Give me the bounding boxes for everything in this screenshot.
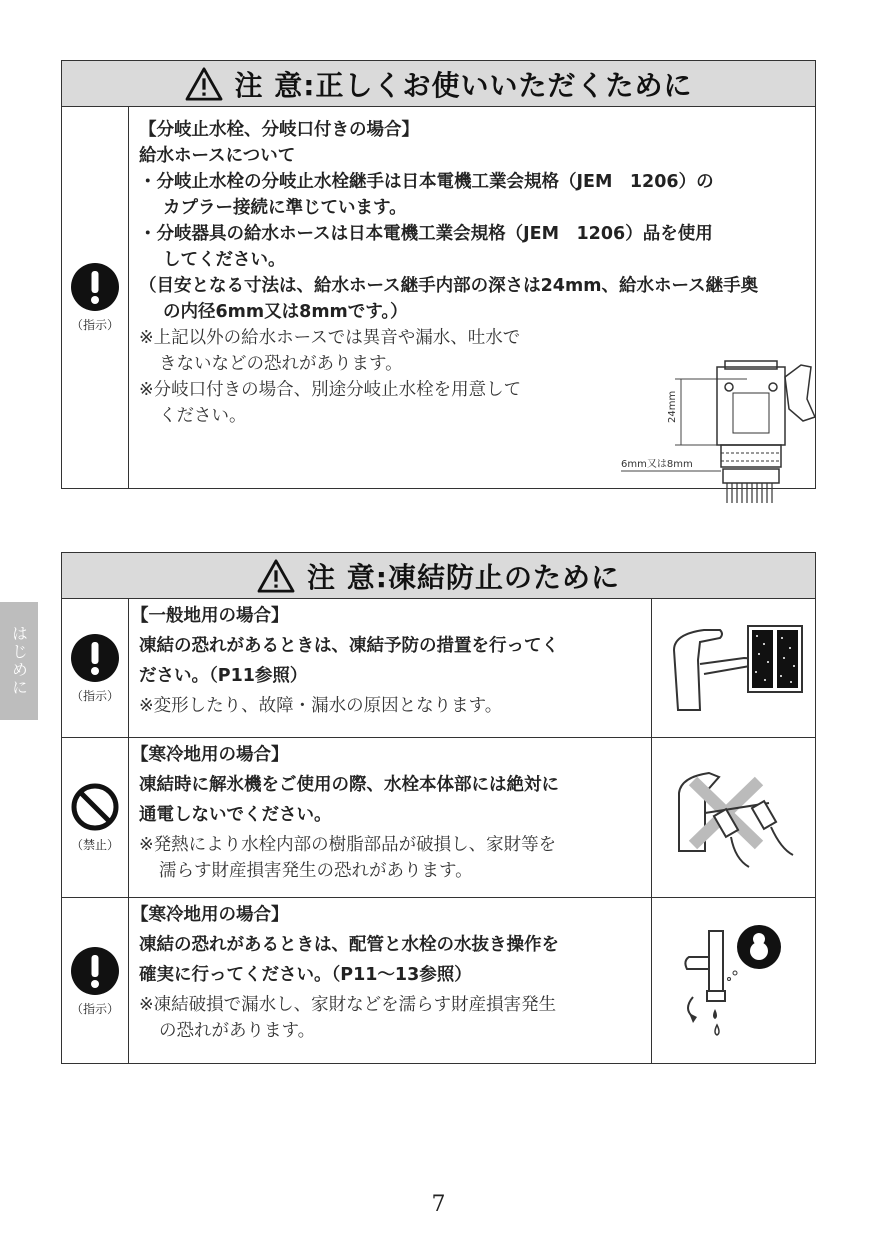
drain-illustration-cell: [651, 898, 815, 1064]
instruction-exclamation-icon: [70, 633, 120, 683]
bullet-1-line-1: ・分岐止水栓の分岐止水栓継手は日本電機工業会規格（JEM 1206）の: [139, 172, 714, 192]
freeze-row-cold-region-drain: [62, 898, 815, 1064]
dimension-note-line-2: の内径6mm又は8mmです。）: [163, 302, 408, 322]
note-2-line-1: ※分岐口付きの場合、別途分岐止水栓を用意して: [139, 380, 522, 400]
depth-dimension-label: 24mm: [667, 390, 678, 423]
hose-coupler-diagram: [617, 357, 817, 517]
bullet-2-line-1: ・分岐器具の給水ホースは日本電機工業会規格（JEM 1206）品を使用: [139, 224, 713, 244]
freeze-row-cold-region-thaw: [62, 738, 815, 898]
caution-box-title: 注 意:凍結防止のために: [307, 560, 620, 594]
row-instruction-line-1: 凍結の恐れがあるときは、配管と水栓の水抜き操作を: [139, 935, 559, 955]
instruction-exclamation-icon: [70, 262, 120, 312]
faucet-frozen-window-illustration: [664, 620, 804, 716]
diameter-dimension-label: 6mm又は8mm: [621, 459, 693, 470]
icon-caption: （指示）: [70, 1001, 119, 1016]
caution-box-header: [62, 553, 815, 599]
page-number: 7: [431, 1192, 446, 1217]
dimension-note-line-1: （目安となる寸法は、給水ホース継手内部の深さは24mm、給水ホース継手奥: [139, 276, 759, 296]
row-note-line-2: 濡らす財産損害発生の恐れがあります。: [159, 861, 473, 881]
instruction-icon-cell: [62, 898, 129, 1064]
row-instruction-line-2: 確実に行ってください。（P11～13参照）: [139, 965, 472, 985]
row-note-line-2: の恐れがあります。: [159, 1021, 316, 1041]
thaw-machine-illustration-cell: [651, 738, 815, 897]
freeze-row-general: [62, 599, 815, 738]
prohibition-icon-cell: [62, 738, 129, 897]
note-1-line-1: ※上記以外の給水ホースでは異音や漏水、吐水で: [139, 328, 521, 348]
icon-caption: （指示）: [70, 318, 119, 332]
section-side-tab: はじめに: [0, 602, 38, 720]
faucet-thawing-prohibited-illustration: [669, 763, 799, 873]
icon-caption: （禁止）: [70, 838, 119, 852]
row-instruction-line-2: 通電しないでください。: [139, 805, 332, 825]
proper-use-text: [129, 107, 815, 488]
row-note-line-1: ※凍結破損で漏水し、家財などを濡らす財産損害発生: [139, 995, 557, 1015]
warning-triangle-icon: [257, 559, 295, 593]
warning-triangle-icon: [185, 67, 223, 101]
row-heading: 【寒冷地用の場合】: [131, 905, 289, 925]
row-note-line-1: ※発熱により水栓内部の樹脂部品が破損し、家財等を: [139, 835, 557, 855]
instruction-icon-cell: [62, 599, 129, 737]
caution-box-freeze-prevention: [61, 552, 816, 1064]
row-instruction-line-1: 凍結の恐れがあるときは、凍結予防の措置を行ってく: [139, 636, 559, 656]
instruction-icon-cell: [62, 107, 129, 488]
row-heading: 【寒冷地用の場合】: [131, 745, 289, 765]
prohibition-icon: [70, 782, 120, 832]
row-heading: 【一般地用の場合】: [131, 606, 289, 626]
section-heading: 【分岐止水栓、分岐口付きの場合】: [139, 120, 419, 140]
faucet-water-draining-illustration: [679, 921, 789, 1041]
section-subheading: 給水ホースについて: [139, 146, 296, 166]
row-instruction-line-2: ださい。（P11参照）: [139, 666, 308, 686]
note-1-line-2: きないなどの恐れがあります。: [159, 354, 403, 374]
row-note-line-1: ※変形したり、故障・漏水の原因となります。: [139, 696, 503, 716]
caution-box-proper-use: [61, 60, 816, 489]
row-instruction-line-1: 凍結時に解氷機をご使用の際、水栓本体部には絶対に: [139, 775, 559, 795]
faucet-window-illustration-cell: [651, 599, 815, 737]
bullet-1-line-2: カプラー接続に準じています。: [163, 198, 407, 218]
bullet-2-line-2: してください。: [163, 250, 286, 270]
note-2-line-2: ください。: [159, 406, 247, 426]
icon-caption: （指示）: [70, 688, 119, 703]
caution-box-title: 注 意:正しくお使いいただくために: [234, 68, 693, 102]
instruction-exclamation-icon: [70, 946, 120, 996]
caution-box-header: [62, 61, 815, 107]
